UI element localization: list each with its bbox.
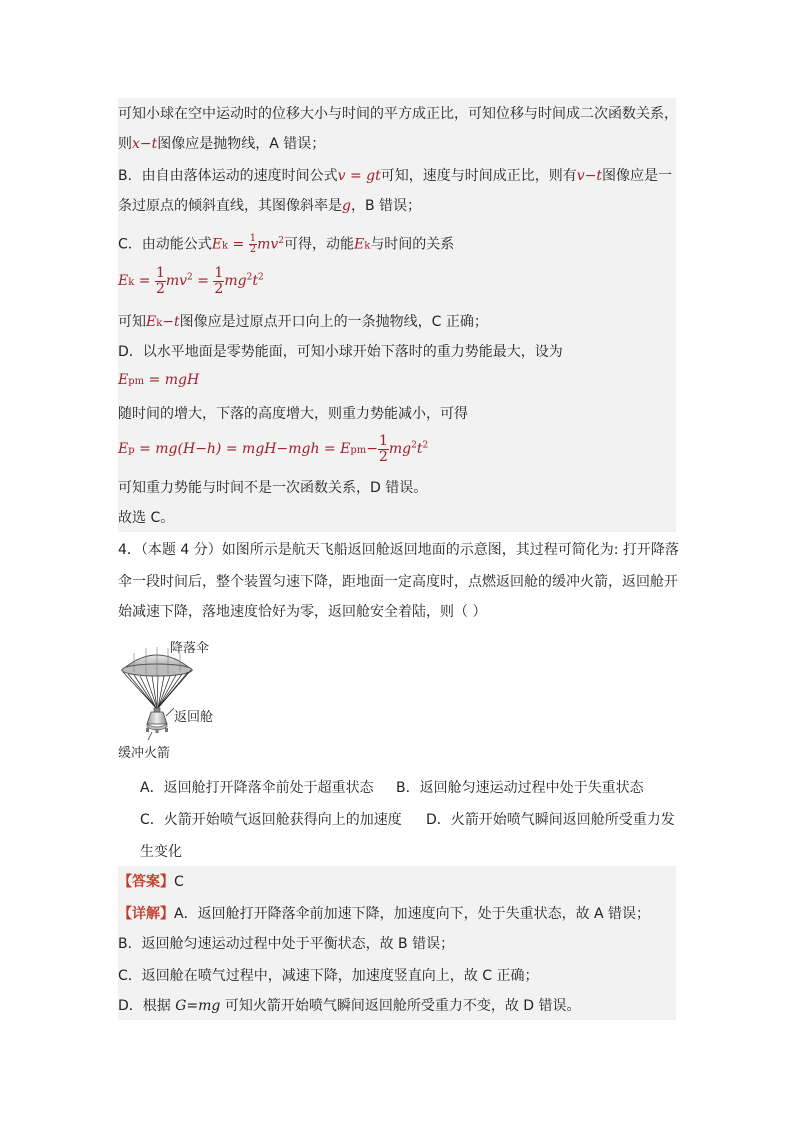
sol3-option-b-line-1: B．由自由落体运动的速度时间公式v = gt可知，速度与时间成正比，则有v−t图像应是一 [118,168,673,184]
sol3-option-c-line-2: 可知Ek−t图像应是过原点开口向上的一条抛物线，C 正确； [118,314,488,330]
sol3-line-1: 可知小球在空中运动时的位移大小与时间的平方成正比，可知位移与时间成二次函数关系， [118,106,678,122]
option-a: A．返回舱打开降落伞前处于超重状态 [140,780,374,796]
answer-tag: 【答案】 [118,874,174,890]
equation-epm: Epm = mgH [118,372,200,388]
detail-line-c: C．返回舱在喷气过程中，减速下降，加速度竖直向上，故 C 正确； [118,968,539,984]
sol3-option-c-line-1: C．由动能公式Ek = $\frac{1}{2}$ $mv^2$可得，动能Ek与时间的关系 [118,232,455,256]
option-b: B．返回舱匀速运动过程中处于失重状态 [396,780,644,796]
option-d-line-2: 生变化 [140,844,182,860]
equation-potential-energy: Ep = mg(H−h) = mgH−mgh = Epm− $\frac{1}{2}$ $mg^2t^2$ [118,433,429,465]
equation-kinetic-energy: Ek = $\frac{1}{2}$ $mv^2$ = $\frac{1}{2}$ $mg^2t^2$ [118,265,264,297]
answer-value: C [174,874,184,890]
detail-line-b: B．返回舱匀速运动过程中处于平衡状态，故 B 错误； [118,936,455,952]
detail-tag: 【详解】 [118,906,174,922]
math-g-mg: G=mg [175,998,221,1014]
parachute-capsule-figure [112,634,242,764]
q4-stem-line-1: 4．（本题 4 分）如图所示是航天飞船返回舱返回地面的示意图，其过程可简化为: 打开降落 [118,542,679,558]
sol3-conclusion: 故选 C。 [118,510,175,526]
sol3-option-d-line-1: D．以水平地面是零势能面，可知小球开始下落时的重力势能最大，设为 [118,344,563,360]
math-x-t: x−t [132,136,158,152]
label-buffer-rocket: 缓冲火箭 [118,746,171,761]
option-d-line-1: D．火箭开始喷气瞬间返回舱所受重力发 [426,812,675,828]
q4-stem-line-2: 伞一段时间后，整个装置匀速下降，距地面一定高度时，点燃返回舱的缓冲火箭，返回舱开 [118,574,678,590]
answer-line [118,872,184,892]
label-parachute: 降落伞 [170,641,210,656]
math-v-t: v−t [576,168,603,184]
sol3-option-d-line-3: 可知重力势能与时间不是一次函数关系，D 错误。 [118,480,428,496]
math-v-gt: v = gt [337,168,381,184]
sol3-line-2: 则x−t图像应是抛物线，A 错误； [118,136,326,152]
option-c: C．火箭开始喷气返回舱获得向上的加速度 [140,812,402,828]
sol3-option-b-line-2: 条过原点的倾斜直线，其图像斜率是g，B 错误； [118,198,422,214]
math-g: g [342,198,351,214]
sol3-option-d-line-2: 随时间的增大，下落的高度增大，则重力势能减小，可得 [118,406,468,422]
label-capsule: 返回舱 [174,710,214,725]
detail-line-d: D．根据 G=mg 可知火箭开始喷气瞬间返回舱所受重力不变，故 D 错误。 [118,998,581,1014]
detail-line-a: 【详解】A．返回舱打开降落伞前加速下降，加速度向下，处于失重状态，故 A 错误； [118,906,651,922]
q4-stem-line-3: 始减速下降，落地速度恰好为零，返回舱安全着陆，则（ ） [118,604,487,620]
